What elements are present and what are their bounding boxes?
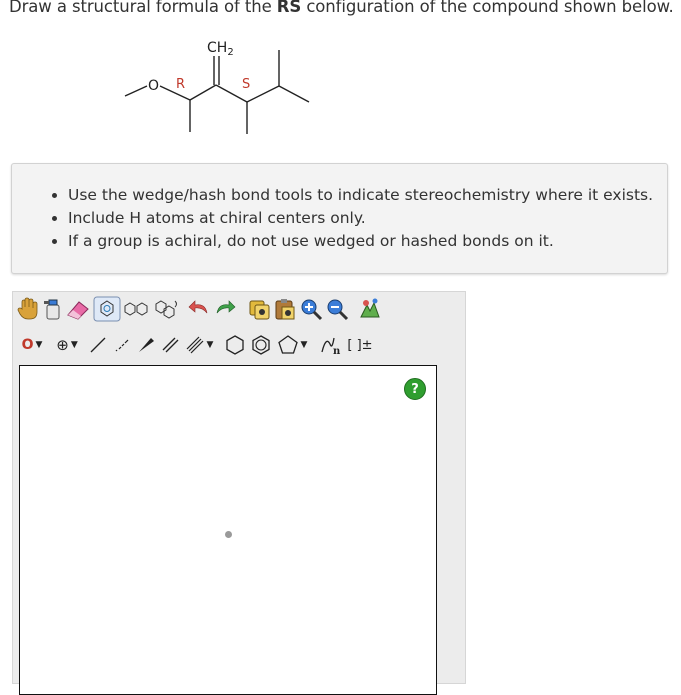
eraser-icon[interactable] [65,296,91,322]
benzene-ring-icon[interactable] [249,332,273,358]
oxygen-label: O [148,78,160,94]
hand-icon[interactable] [17,296,39,322]
drawing-canvas[interactable] [19,365,437,695]
ch2-label: $CH_2$ [207,40,234,58]
bond-c1-c2 [190,85,216,100]
instruction-item: • Include H atoms at chiral centers only. [68,207,667,230]
ring-template-icon[interactable] [93,296,121,322]
bond-c3-c4 [247,86,279,102]
chevron-down-icon: ▼ [206,340,214,350]
hash-bond-icon[interactable] [111,332,133,358]
chevron-down-icon: ▼ [300,340,308,350]
undo-icon[interactable] [187,296,211,322]
zoom-out-icon[interactable] [325,296,349,322]
instruction-item: • Use the wedge/hash bond tools to indicate stereochemistry where it exists. [68,184,667,207]
bracket-label: [ ]± [347,337,373,353]
instructions-list [12,164,667,253]
sgroup-icon[interactable] [317,332,343,358]
molecule-structure [110,32,330,142]
help-icon[interactable]: ? [404,378,426,400]
r-stereo-label: R [176,77,186,92]
editor-toolbar-bottom [17,331,377,359]
chevron-down-icon: ▼ [70,340,78,350]
instruction-item: • If a group is achiral, do not use wedged or hashed bonds on it. [68,230,667,253]
zoom-in-icon[interactable] [299,296,323,322]
charge-icon: ⊕ [56,336,69,354]
atom-selector[interactable] [17,332,47,358]
paste-icon[interactable] [273,296,297,322]
pentagon-ring-selector[interactable] [275,332,309,358]
redo-icon[interactable] [213,296,237,322]
canvas-center-dot [225,531,232,538]
single-bond-icon[interactable] [87,332,109,358]
svg-text:n: n [333,346,341,356]
bond-o-c1 [160,86,190,100]
s-stereo-label: S [242,77,251,92]
charge-selector[interactable] [49,332,85,358]
triple-bond-selector[interactable] [183,332,215,358]
hexagon-ring-icon[interactable] [223,332,247,358]
chain-template-icon[interactable] [123,296,151,322]
wedge-bond-icon[interactable] [135,332,157,358]
double-bond-icon[interactable] [159,332,181,358]
eraser-bottle-icon[interactable] [41,296,63,322]
editor-toolbar-top [17,295,385,323]
bracket-charge-icon[interactable] [345,332,375,358]
bicyclic-template-icon[interactable] [153,296,179,322]
question-text: Draw a structural formula of the RS configuration of the compound shown below. [9,0,674,16]
bond-methyl-o [125,86,147,96]
bond-c4-right [279,86,309,102]
clean-structure-icon[interactable] [357,296,383,322]
chevron-down-icon: ▼ [35,340,43,350]
copy-icon[interactable] [247,296,271,322]
structure-editor [12,291,466,684]
instructions-box [11,163,668,274]
atom-label: O [21,337,34,353]
